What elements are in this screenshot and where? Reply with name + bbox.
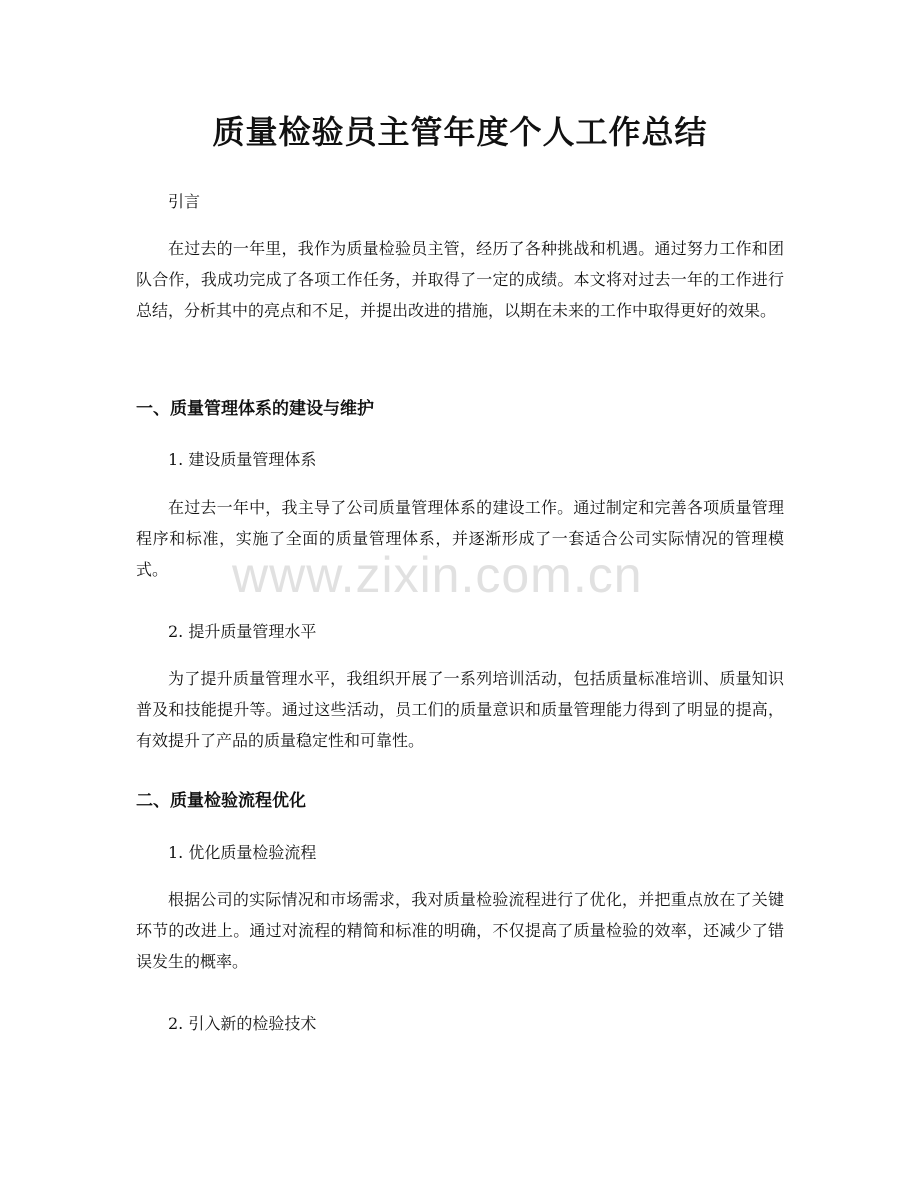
section-1-paragraph-1: 在过去一年中，我主导了公司质量管理体系的建设工作。通过制定和完善各项质量管理程序和标准，实施了全面的质量管理体系，并逐渐形成了一套适合公司实际情况的管理模式。 (136, 498, 784, 579)
section-1-paragraph-2: 为了提升质量管理水平，我组织开展了一系列培训活动，包括质量标准培训、质量知识普及和技能提升等。通过这些活动，员工们的质量意识和质量管理能力得到了明显的提高，有效提升了产品的质量稳定性和可靠性。 (136, 669, 784, 750)
intro-paragraph: 在过去的一年里，我作为质量检验员主管，经历了各种挑战和机遇。通过努力工作和团队合作，我成功完成了各项工作任务，并取得了一定的成绩。本文将对过去一年的工作进行总结，分析其中的亮点和不足，并提出改进的措施，以期在未来的工作中取得更好的效果。 (136, 239, 784, 320)
section-2-paragraph-1: 根据公司的实际情况和市场需求，我对质量检验流程进行了优化，并把重点放在了关键环节的改进上。通过对流程的精简和标准的明确，不仅提高了质量检验的效率，还减少了错误发生的概率。 (136, 890, 784, 971)
section-2-subheading-1: 1. 优化质量检验流程 (168, 843, 317, 862)
document-title: 质量检验员主管年度个人工作总结 (212, 113, 708, 151)
watermark-text: www.zixin.com.cn (232, 547, 643, 603)
section-1-subheading-2: 2. 提升质量管理水平 (168, 622, 317, 641)
section-1-subheading-1: 1. 建设质量管理体系 (168, 450, 317, 469)
section-1-heading: 一、质量管理体系的建设与维护 (136, 399, 374, 419)
section-2-heading: 二、质量检验流程优化 (136, 791, 306, 811)
section-2-subheading-2: 2. 引入新的检验技术 (168, 1014, 317, 1033)
intro-label: 引言 (168, 192, 201, 211)
